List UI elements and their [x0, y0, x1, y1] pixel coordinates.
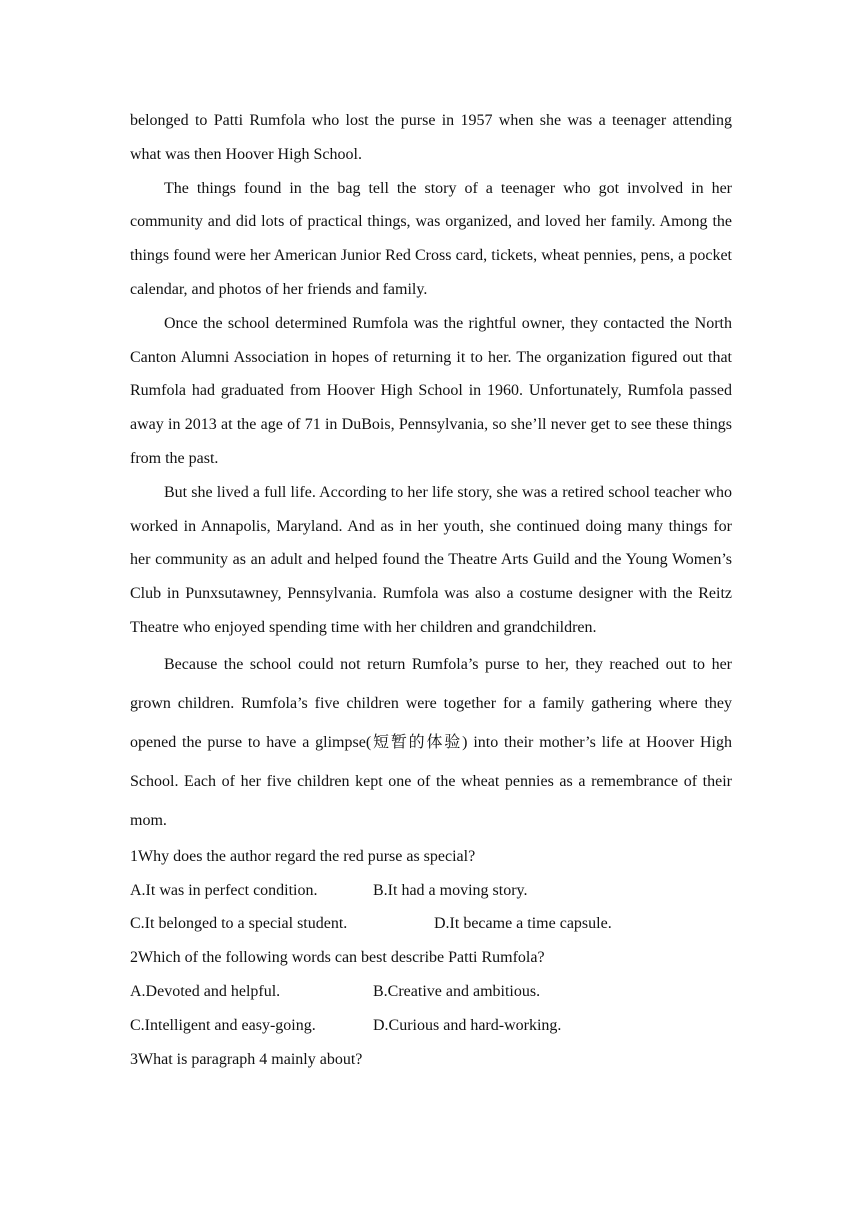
passage-paragraph-3: Once the school determined Rumfola was the rightful owner, they contacted the North Canton Alumni Association in hopes of returning it to her. The organization figured out that Rumfola had graduated from Hoover High School in 1960. Unfortunately, Rumfola passed away in 2013 at the age of 71 in DuBois, Pennsylvania, so she’ll never get to see these things from the past.	[130, 314, 732, 467]
option-c[interactable]: C.It belonged to a special student.	[130, 915, 348, 933]
question-1	[130, 840, 732, 941]
option-a[interactable]: A.It was in perfect condition.	[130, 881, 318, 899]
passage-paragraph-4: But she lived a full life. According to her life story, she was a retired school teacher who worked in Annapolis, Maryland. And as in her youth, she continued doing many things for her community as an adult and helped found the Theatre Arts Guild and the Young Women’s Club in Punxsutawney, Pennsylvania. Rumfola was also a costume designer with the Reitz Theatre who enjoyed spending time with her children and grandchildren.	[130, 483, 732, 636]
option-b[interactable]: B.It had a moving story.	[373, 881, 528, 899]
option-c[interactable]: C.Intelligent and easy-going.	[130, 1016, 316, 1034]
question-2	[130, 941, 732, 1042]
passage-paragraph-1: belonged to Patti Rumfola who lost the purse in 1957 when she was a teenager attending what was then Hoover High School.	[130, 112, 732, 163]
option-row	[130, 874, 732, 908]
question-stem: 3What is paragraph 4 mainly about?	[130, 1050, 363, 1068]
document-page	[130, 104, 732, 1076]
question-3	[130, 1043, 732, 1077]
question-stem: 1Why does the author regard the red purse as special?	[130, 847, 476, 865]
option-b[interactable]: B.Creative and ambitious.	[373, 982, 541, 1000]
option-a[interactable]: A.Devoted and helpful.	[130, 982, 281, 1000]
question-stem: 2Which of the following words can best describe Patti Rumfola?	[130, 949, 545, 967]
option-row	[130, 1009, 732, 1043]
option-row	[130, 907, 732, 941]
passage-paragraph-5: Because the school could not return Rumfola’s purse to her, they reached out to her grown children. Rumfola’s five children were together for a family gathering where they opened the purse to have a glimpse(短暂的体验) into their mother’s life at Hoover High School. Each of her five children kept one of the wheat pennies as a remembrance of their mom.	[130, 655, 732, 829]
passage-paragraph-2: The things found in the bag tell the story of a teenager who got involved in her community and did lots of practical things, was organized, and loved her family. Among the things found were her American Junior Red Cross card, tickets, wheat pennies, pens, a pocket calendar, and photos of her friends and family.	[130, 179, 732, 298]
option-d[interactable]: D.It became a time capsule.	[434, 915, 612, 933]
option-row	[130, 975, 732, 1009]
option-d[interactable]: D.Curious and hard-working.	[373, 1016, 562, 1034]
